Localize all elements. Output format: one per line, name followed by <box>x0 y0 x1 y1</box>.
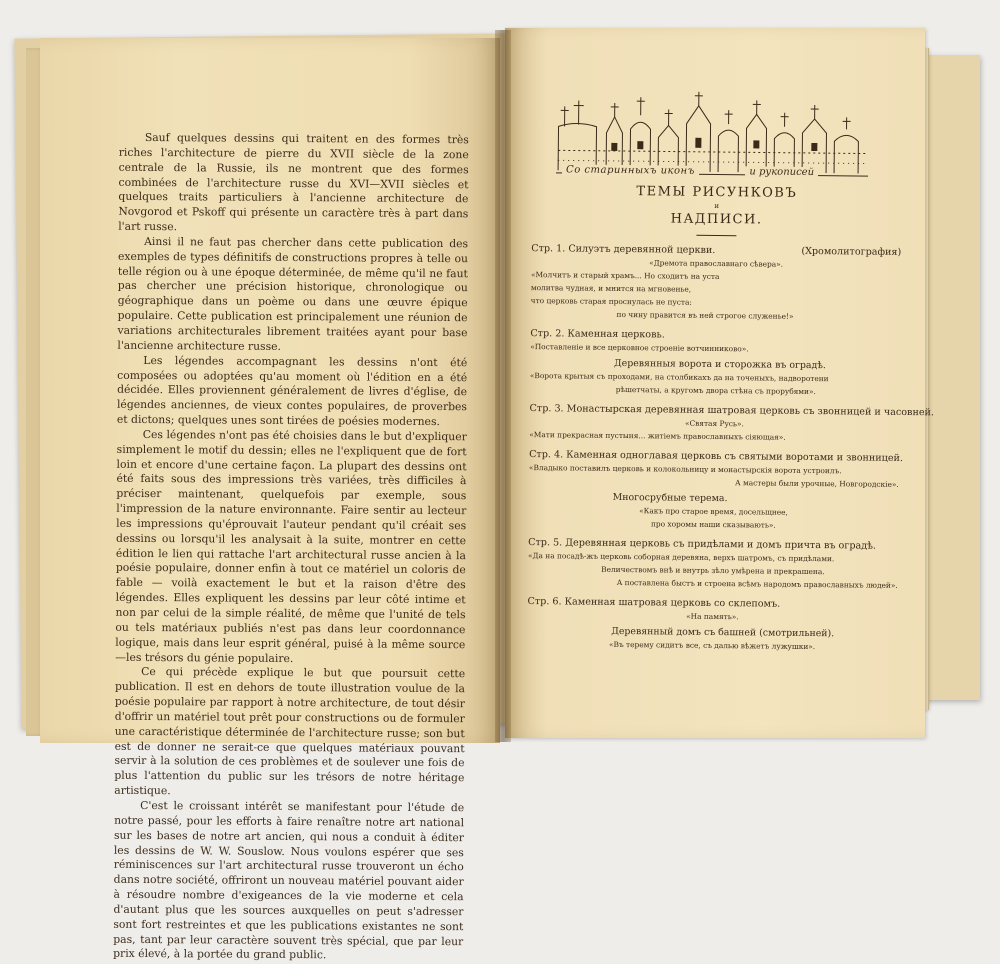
toc-quote-line: что церковь старая проснулась не пуста: <box>530 296 692 307</box>
left-page-text <box>113 131 469 964</box>
right-page-content <box>527 86 935 653</box>
toc-quote-line: «На память». <box>686 611 739 622</box>
toc-entry <box>528 537 899 591</box>
header-illustration <box>556 86 869 179</box>
toc-entries <box>527 243 935 653</box>
church-silhouette-illustration <box>556 86 869 173</box>
toc-quote-line: «Владыко поставилъ церковь и колокольницу и монастырскія ворота устроилъ. <box>528 463 842 476</box>
book-gutter <box>495 30 511 742</box>
toc-quote-line: молитва чудная, и мнится на мгновенье, <box>530 283 692 294</box>
toc-subtitle: НАДПИСИ. <box>670 211 763 228</box>
toc-quote-line: А поставлена быстъ и строена всѣмъ народомъ православныхъ людей». <box>616 577 898 590</box>
toc-entry-label: Стр. 5. Деревянная церковь съ придѣлами и домъ причта въ оградѣ. <box>528 537 877 552</box>
toc-entry <box>527 596 898 653</box>
toc-quote-line: «Дремота православнаго сѣвера». <box>649 258 784 269</box>
toc-entry-head <box>528 596 898 611</box>
toc-quote-line: «Какъ про старое время, досельщнее, <box>639 506 788 517</box>
toc-entry-subtopic: Деревянныя ворота и сторожка въ оградѣ. <box>614 357 826 372</box>
toc-quote-line: А мастеры были урочные, Новгородскіе». <box>735 478 899 489</box>
toc-quote-line: Величествомъ внѣ и внутрь зѣло умѣрена и прекрашена. <box>601 564 825 577</box>
toc-quote-line: «Мати прекрасная пустыня... житіемъ православныхъ сіяющая». <box>529 430 786 442</box>
toc-title-and: и <box>714 201 720 211</box>
toc-quote-line: рѣшетчаты, а кругомъ двора стѣна съ прорубями». <box>615 384 816 397</box>
toc-entry-head <box>529 449 904 464</box>
left-paragraph: Ces légendes n'ont pas été choisies dans le but d'expliquer simplement le motif du dessin; elles ne l'expliquent que de fort loin et encore d'une certaine façon. La plupart des dessins ont été faits sous des impressions très variées, très difficiles à préciser maintenant, quelquefois par exemple, sous l'impression de la nature environnante. Faire sentir au lecteur les impressions qu'éprouvait l'auteur pendant qu'il créait ses dessins ou lorsqu'il les analysait à la suite, montrer en cette édition le lien qui rattache l'art architectural russe ancien à la poésie populaire, donner enfin à tout ce matériel un coloris de fable — voilà exactement le but et la raison d'être des légendes. Elles expliquent les dessins par leur côté intime et non par celui de la simple réalité, de même que l'unité de tels ou tels matériaux publiés n'est pas dans leur coordonnance logique, mais dans leur esprit général, puisé à la même source—les trésors du génie populaire. <box>115 427 467 665</box>
toc-entry-label: Стр. 4. Каменная одноглавая церковь съ святыми воротами и звонницей. <box>529 449 904 464</box>
toc-entry <box>529 403 935 444</box>
toc-quote-line: про хоромы наши сказывають». <box>650 519 776 530</box>
toc-entry <box>531 243 902 323</box>
toc-quote-line: «Да на посадѣ-жъ церковь соборная деревяна, верхъ шатромъ, съ придѣлами. <box>527 551 835 564</box>
toc-quote-line: «Молчитъ и старый храмъ... Но сходитъ на уста <box>530 270 720 282</box>
illustration-caption-right: и рукописей <box>745 166 818 178</box>
left-paragraph: C'est le croissant intérêt se manifestant pour l'étude de notre passé, pour les efforts à faire renaître notre art national sur les bases de notre art ancien, qui nous a conduit à éditer les dessins de W. W. Souslow. Nous voulons espérer que ses réminiscences sur l'art architectural russe trouveront un écho dans notre société, offriront un nouveau matériel pouvant aider à résoudre nombre d'exigeances de la vie moderne et cela d'autant plus que les sources auxquelles on peut s'adresser sont fort restreintes et que les publications existantes ne sont pas, tant par leur caractère souvent très spécial, que par leur prix élevé, à la portée du grand public. <box>113 798 465 962</box>
toc-quote-line: «Въ терему сидитъ все, съ далью вѣжетъ лужушки». <box>608 639 816 652</box>
title-divider <box>696 235 736 236</box>
toc-entry <box>530 328 901 398</box>
toc-entry-label: Стр. 2. Каменная церковь. <box>530 328 665 341</box>
left-paragraph: Sauf quelques dessins qui traitent en des formes très riches l'architecture de pierre du XVII siècle de la zone centrale de la Russie, ils ne montrent que des formes combinées de l'architecture russe du XVI—XVII siècles et quelques traits particuliers à l'ancienne architecture de Novgorod et Pskoff qui présente un caractère très à part dans l'art russe. <box>118 130 469 234</box>
toc-entry-source: (Хромолитография) <box>801 245 902 258</box>
toc-entry-head <box>531 243 901 258</box>
toc-entry <box>528 449 904 532</box>
toc-entry-subtopic: Многосрубные терема. <box>612 491 728 505</box>
illustration-caption-left: Со старинныхъ иконъ <box>562 164 699 176</box>
toc-quote-line: «Поставленіе и все церковное строеніе вотчинниково». <box>530 342 749 354</box>
toc-entry-head <box>529 403 935 419</box>
left-paragraph: Ce qui précède explique le but que poursuit cette publication. Il est en dehors de toute illustration voulue de la poésie populaire par rapport à notre architecture, de tout désir d'offrir un matériel tout prêt pour constructions ou de formuler une caractéristique déterminée de l'architecture russe; son but est de donner ne serait-ce que quelques matériaux pouvant servir à la solution de ces problèmes et de soulever une fois de plus l'attention du public sur les trésors de notre héritage artistique. <box>114 665 466 798</box>
toc-title: ТЕМЫ РИСУНКОВЪ <box>636 184 798 201</box>
toc-quote-line: «Ворота крытыя съ проходами, на столбикахъ да на точеныхъ, надворотени <box>529 371 829 384</box>
toc-entry-label: Стр. 6. Каменная шатровая церковь со склепомъ. <box>527 596 781 610</box>
left-paragraph: Les légendes accompagnant les dessins n'ont été composées ou adoptées qu'au moment où l'édition en a été décidée. Elles proviennent généralement de livres d'église, de légendes anciennes, de vieux contes populaires, de proverbes et dictons; quelques unes sont tirées de poésies modernes. <box>116 353 468 429</box>
toc-entry-head <box>530 328 900 343</box>
toc-entry-head <box>528 537 898 552</box>
toc-entry-label: Стр. 3. Монастырская деревянная шатровая церковь съ звонницей и часовней. <box>529 403 935 419</box>
left-paragraph: Ainsi il ne faut pas chercher dans cette publication des exemples de types définitifs de constructions propres à telle ou telle région ou à une époque déterminée, de même qu'il ne faut pas chercher une précision historique, chronologique ou géographique dans un poème ou dans une œuvre épique populaire. Cette publication est principalement une réunion de variations architecturales librement traitées ayant pour base l'ancienne architecture russe. <box>117 234 469 353</box>
toc-entry-label: Стр. 1. Силуэтъ деревянной церкви. <box>531 243 716 256</box>
toc-entry-subtopic: Деревянный домъ съ башней (смотрильней). <box>611 625 835 640</box>
toc-quote-line: «Святая Русь». <box>684 418 744 429</box>
toc-quote-line: по чину правится въ ней строгое служенье!» <box>616 309 794 321</box>
